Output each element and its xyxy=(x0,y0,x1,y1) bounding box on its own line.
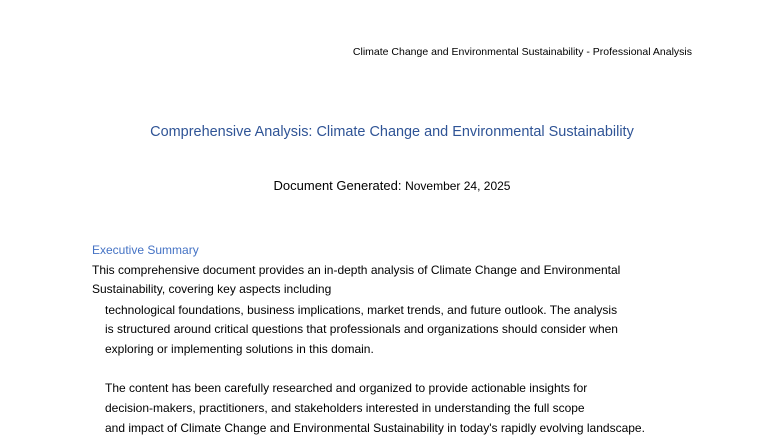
summary-line: and impact of Climate Change and Environmental Sustainability in today's rapidly evolving landscape. xyxy=(105,421,645,435)
generated-date-line xyxy=(0,178,784,193)
running-header: Climate Change and Environmental Sustainability - Professional Analysis xyxy=(352,46,692,58)
generated-label: Document Generated: xyxy=(273,178,402,193)
summary-line: Sustainability, covering key aspects including xyxy=(92,282,332,296)
summary-line: is structured around critical questions that professionals and organizations should consider when xyxy=(105,322,618,336)
summary-line: decision-makers, practitioners, and stakeholders interested in understanding the full scope xyxy=(105,401,585,415)
summary-line: This comprehensive document provides an in-depth analysis of Climate Change and Environmental xyxy=(92,263,621,277)
summary-line: The content has been carefully researched and organized to provide actionable insights for xyxy=(105,381,588,395)
document-title: Comprehensive Analysis: Climate Change and Environmental Sustainability xyxy=(150,124,634,140)
section-heading-executive-summary: Executive Summary xyxy=(92,243,199,257)
summary-line: exploring or implementing solutions in this domain. xyxy=(105,342,374,356)
generated-date: November 24, 2025 xyxy=(405,179,511,193)
summary-line: technological foundations, business implications, market trends, and future outlook. The analysis xyxy=(105,303,618,317)
